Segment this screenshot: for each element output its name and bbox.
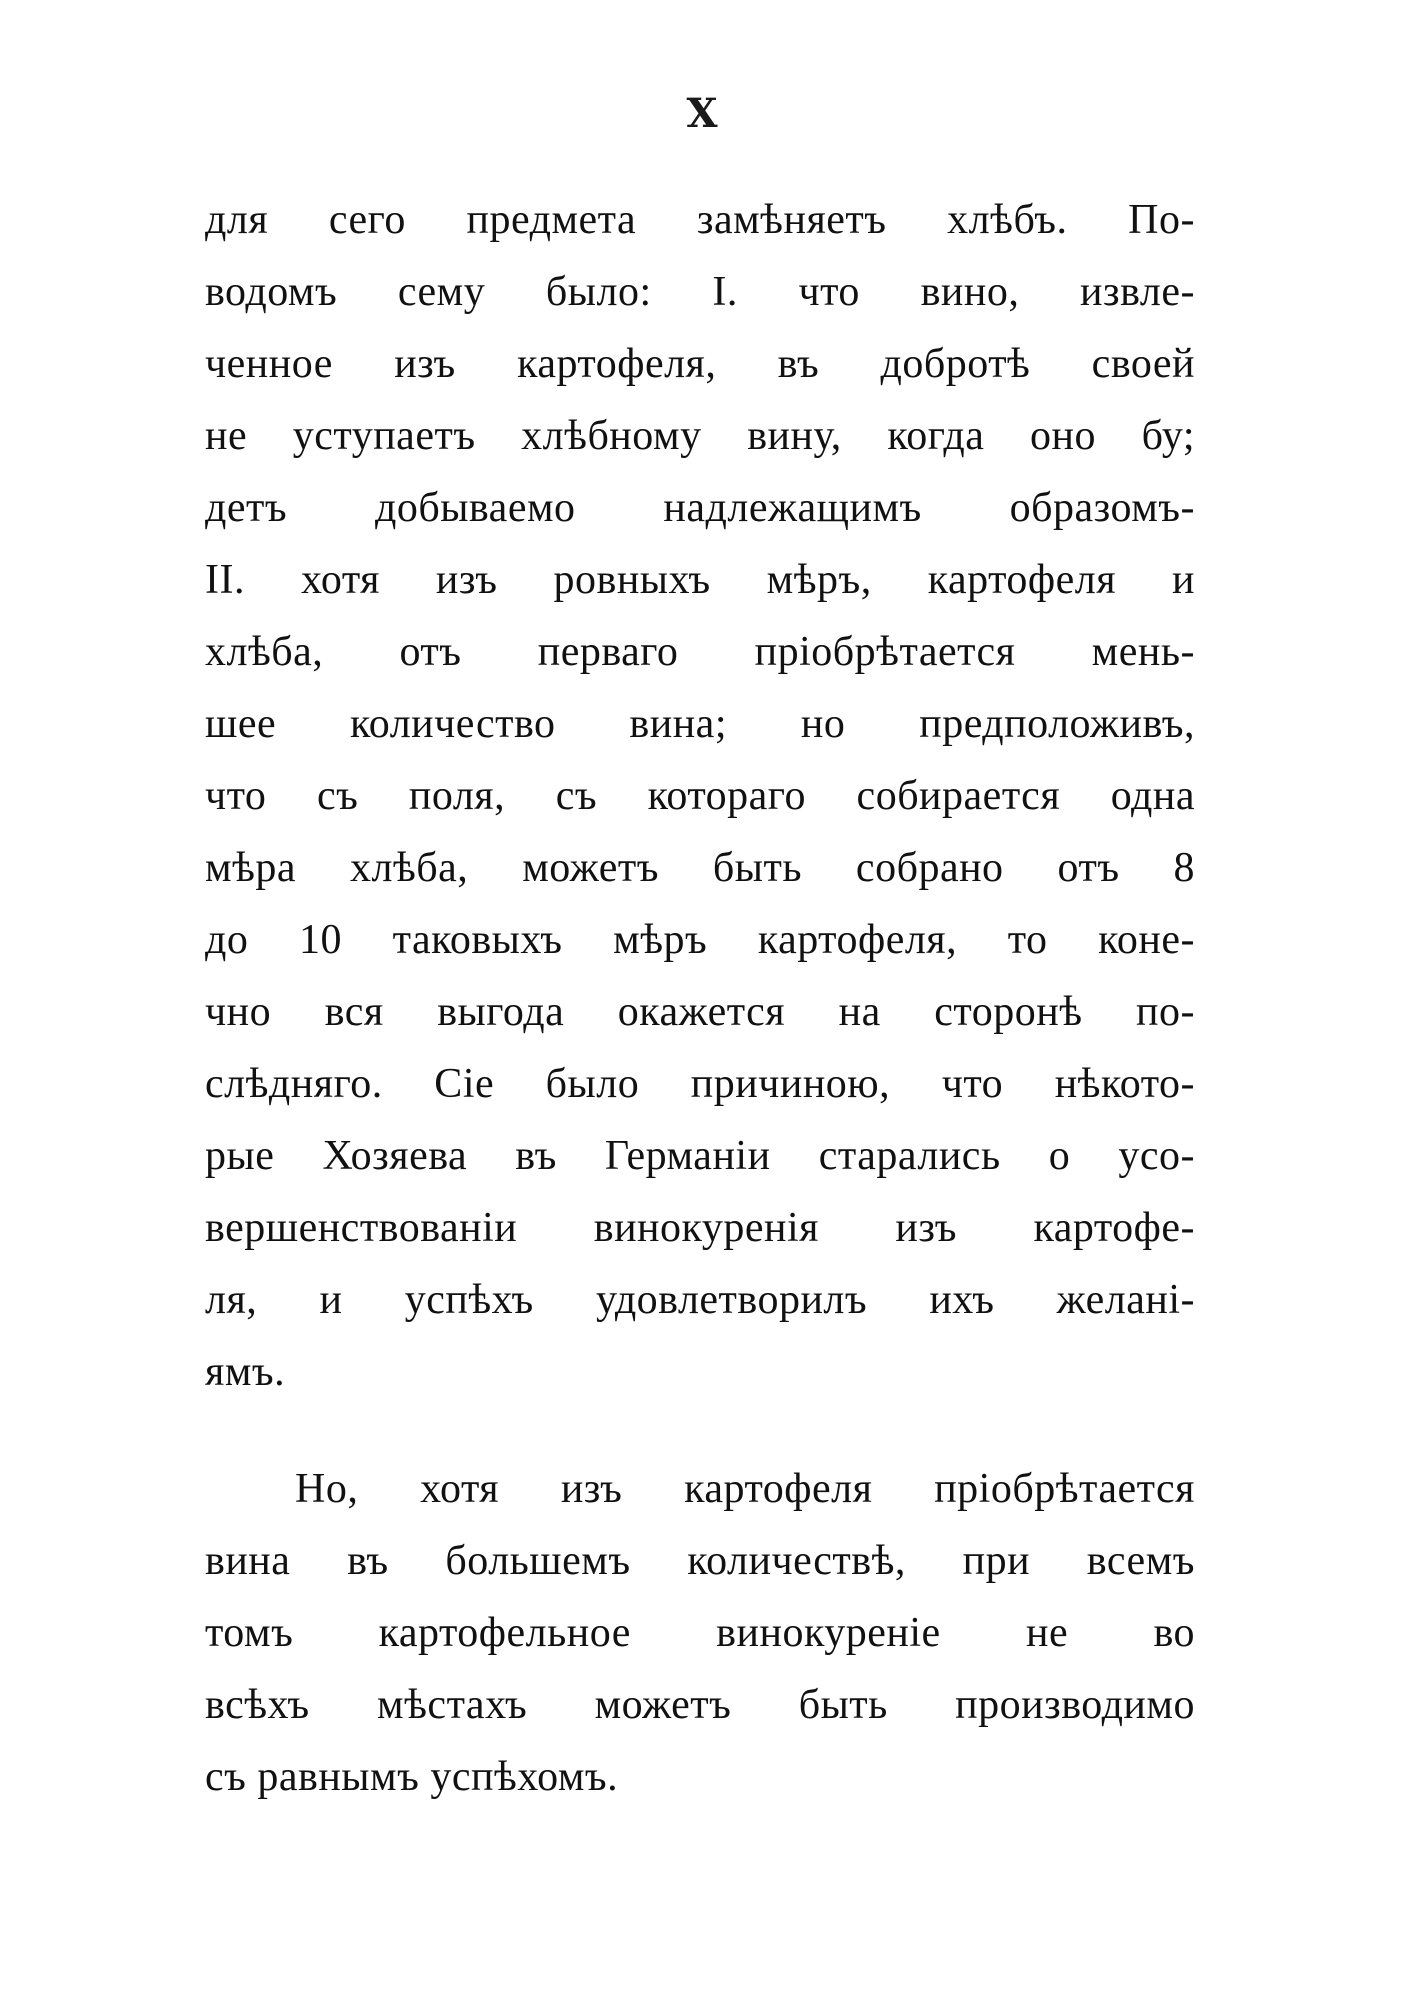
text-line: ля, и успѣхъ удовлетворилъ ихъ желані- bbox=[205, 1277, 1195, 1323]
text-line: до 10 таковыхъ мѣръ картофеля, то коне- bbox=[205, 917, 1195, 963]
text-line: всѣхъ мѣстахъ можетъ быть производимо bbox=[205, 1682, 1195, 1728]
text-line: вина въ большемъ количествѣ, при всемъ bbox=[205, 1538, 1195, 1584]
text-line: Но, хотя изъ картофеля пріобрѣтается bbox=[295, 1466, 1195, 1512]
text-line: шее количество вина; но предположивъ, bbox=[205, 701, 1195, 747]
text-line: II. хотя изъ ровныхъ мѣръ, картофеля и bbox=[205, 557, 1195, 603]
text-line: вершенствованіи винокуренія изъ картофе- bbox=[205, 1205, 1195, 1251]
text-line: что съ поля, съ котораго собирается одна bbox=[205, 773, 1195, 819]
text-line: мѣра хлѣба, можетъ быть собрано отъ 8 bbox=[205, 845, 1195, 891]
text-line: ченное изъ картофеля, въ добротѣ своей bbox=[205, 341, 1195, 387]
text-line: водомъ сему было: I. что вино, извле- bbox=[205, 269, 1195, 315]
text-line: рые Хозяева въ Германіи старались о усо- bbox=[205, 1133, 1195, 1179]
text-line: ямъ. bbox=[205, 1349, 286, 1395]
text-line: чно вся выгода окажется на сторонѣ по- bbox=[205, 989, 1195, 1035]
text-line: детъ добываемо надлежащимъ образомъ- bbox=[205, 485, 1195, 531]
text-line: слѣдняго. Сіе было причиною, что нѣкото- bbox=[205, 1061, 1195, 1107]
page-number: X bbox=[686, 90, 718, 137]
paragraph-2 bbox=[205, 1453, 1195, 1813]
text-line: не уступаетъ хлѣбному вину, когда оно бу; bbox=[205, 413, 1195, 459]
text-line: томъ картофельное винокуреніе не во bbox=[205, 1610, 1195, 1656]
paragraph-1 bbox=[205, 184, 1195, 1408]
text-line: хлѣба, отъ перваго пріобрѣтается мень- bbox=[205, 629, 1195, 675]
text-line: съ равнымъ успѣхомъ. bbox=[205, 1754, 619, 1800]
text-line: для сего предмета замѣняетъ хлѣбъ. По- bbox=[205, 197, 1195, 243]
